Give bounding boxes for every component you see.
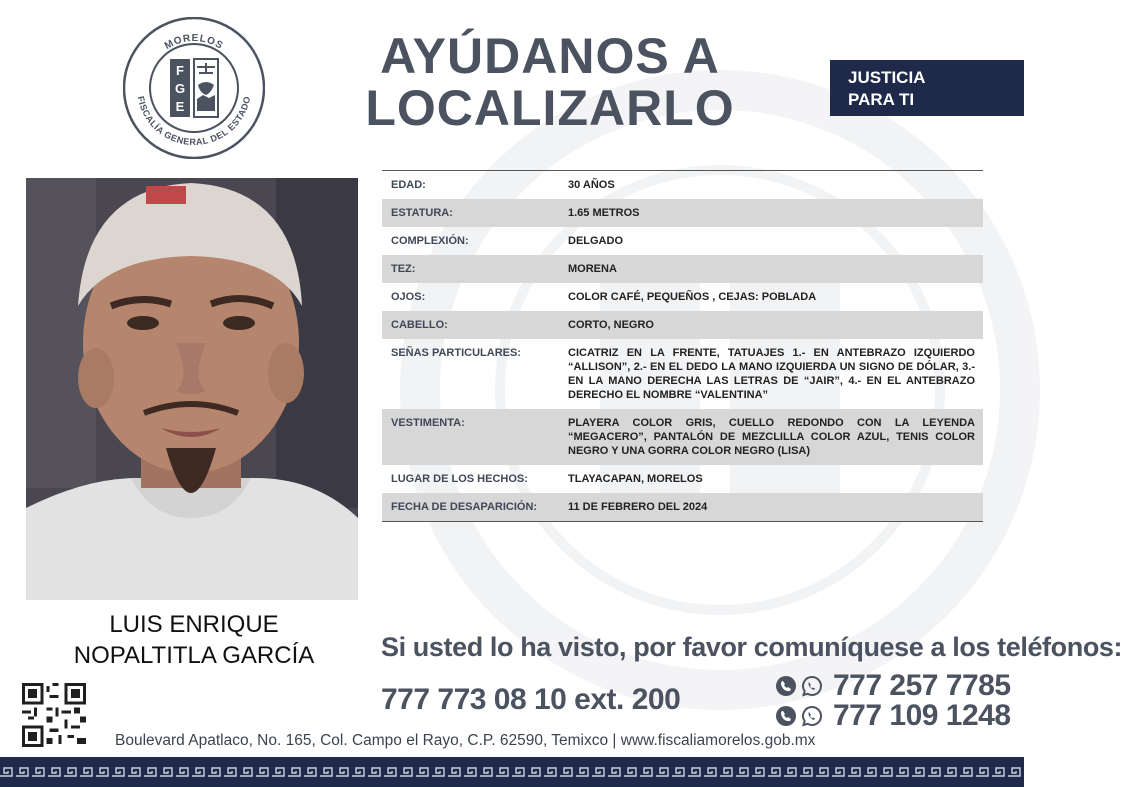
detail-row xyxy=(382,409,983,465)
detail-row xyxy=(382,493,983,522)
detail-value: COLOR CAFÉ, PEQUEÑOS , CEJAS: POBLADA xyxy=(568,291,817,303)
detail-row xyxy=(382,311,983,339)
svg-text:MORELOS: MORELOS xyxy=(162,32,226,53)
phone-row-2[interactable] xyxy=(775,701,1011,731)
detail-label: VESTIMENTA: xyxy=(382,409,559,465)
detail-label: ESTATURA: xyxy=(382,199,559,227)
detail-value: 30 AÑOS xyxy=(568,179,615,191)
detail-row xyxy=(382,339,983,409)
name-line-2: NOPALTITLA GARCÍA xyxy=(73,642,315,669)
detail-label: SEÑAS PARTICULARES: xyxy=(391,347,521,359)
svg-text:F: F xyxy=(176,63,184,78)
svg-text:G: G xyxy=(174,81,186,96)
phone-number-2: 777 109 1248 xyxy=(833,699,1011,732)
justicia-para-ti-tag xyxy=(830,60,1024,116)
detail-value: 11 DE FEBRERO DEL 2024 xyxy=(559,493,983,522)
svg-text:E: E xyxy=(175,99,185,114)
detail-label: OJOS: xyxy=(391,291,426,303)
detail-label: COMPLEXIÓN: xyxy=(391,235,469,247)
poster-title xyxy=(330,30,770,134)
detail-label: EDAD: xyxy=(391,179,426,191)
detail-value: TLAYACAPAN, MORELOS xyxy=(568,473,703,485)
detail-row xyxy=(382,227,983,255)
detail-row xyxy=(382,465,983,493)
detail-row xyxy=(382,283,983,311)
title-line-2: LOCALIZARLO xyxy=(365,80,735,136)
phone-icon xyxy=(775,705,797,727)
detail-value: PLAYERA COLOR GRIS, CUELLO REDONDO CON LA LEYENDA “MEGACERO”, PANTALÓN DE MEZCLILLA COLOR AZUL, TENIS COLOR NEGRO Y UNA GORRA COLOR NEGRO (LISA) xyxy=(559,409,983,465)
name-line-1: LUIS ENRIQUE xyxy=(109,611,279,638)
whatsapp-icon xyxy=(801,705,823,727)
details-table xyxy=(382,170,983,522)
title-line-1: AYÚDANOS A xyxy=(380,28,720,84)
detail-value: CORTO, NEGRO xyxy=(559,311,983,339)
main-phone[interactable]: 777 773 08 10 ext. 200 xyxy=(381,683,681,716)
footer-pattern xyxy=(0,766,1024,778)
phone-number-1: 777 257 7785 xyxy=(833,669,1011,702)
qr-code-icon[interactable] xyxy=(22,683,86,747)
tag-line-1: JUSTICIA xyxy=(848,68,926,87)
detail-label: TEZ: xyxy=(382,255,559,283)
detail-row xyxy=(382,199,983,227)
contact-prompt: Si usted lo ha visto, por favor comuníquese a los teléfonos: xyxy=(381,632,1122,662)
footer-address: Boulevard Apatlaco, No. 165, Col. Campo el Rayo, C.P. 62590, Temixco | www.fiscaliamorelos.gob.mx xyxy=(115,732,816,749)
person-photo xyxy=(26,178,358,600)
detail-value: 1.65 METROS xyxy=(559,199,983,227)
detail-value: MORENA xyxy=(559,255,983,283)
detail-value: CICATRIZ EN LA FRENTE, TATUAJES 1.- EN ANTEBRAZO IZQUIERDO “ALLISON”, 2.- EN EL DEDO LA MANO IZQUIERDA UN SIGNO DE DÓLAR, 3.- EN LA MANO DERECHA LAS LETRAS DE “JAIR”, 4.- EN EL ANTEBRAZO DERECHO EL NOMBRE “VALENTINA” xyxy=(568,347,975,401)
detail-row xyxy=(382,171,983,200)
detail-label: CABELLO: xyxy=(382,311,559,339)
detail-value: DELGADO xyxy=(568,235,623,247)
fge-logo xyxy=(123,17,265,159)
detail-label: LUGAR DE LOS HECHOS: xyxy=(391,473,528,485)
detail-row xyxy=(382,255,983,283)
svg-text:FISCALÍA GENERAL DEL ESTADO: FISCALÍA GENERAL DEL ESTADO xyxy=(135,95,253,148)
detail-label: FECHA DE DESAPARICIÓN: xyxy=(382,493,559,522)
phone-icon xyxy=(775,675,797,697)
tag-line-2: PARA TI xyxy=(848,90,915,109)
whatsapp-icon xyxy=(801,675,823,697)
phone-row-1[interactable] xyxy=(775,671,1011,701)
person-name xyxy=(24,609,364,671)
